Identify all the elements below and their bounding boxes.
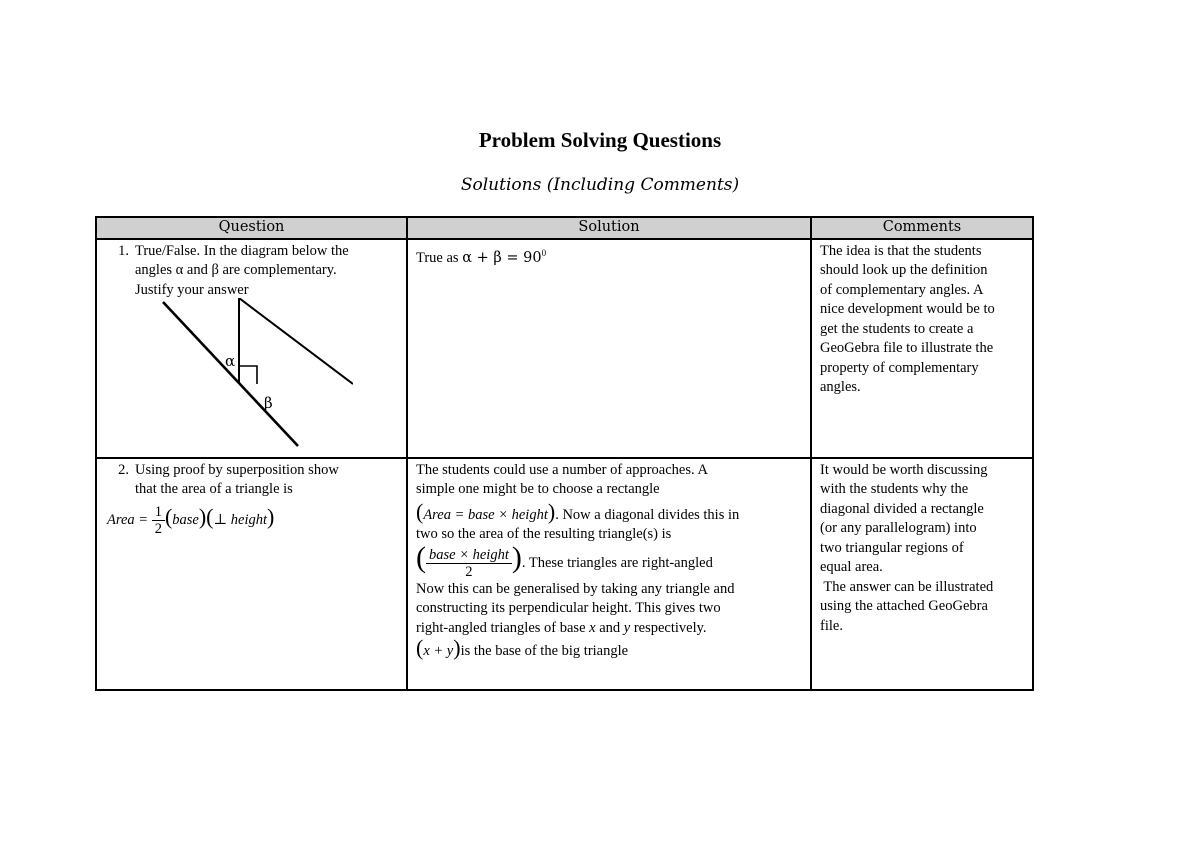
- comment-line: nice development would be to: [820, 301, 995, 317]
- formula-frac-den: 2: [154, 520, 162, 537]
- triangle-area-num: base × height: [426, 547, 512, 564]
- slanted-line: [163, 302, 298, 446]
- header-question: Question: [96, 217, 407, 239]
- solution-text: respectively.: [633, 619, 707, 636]
- header-solution: Solution: [407, 217, 811, 239]
- comment-line: property of complementary: [820, 359, 979, 376]
- solution-line: constructing its perpendicular height. This gives two: [416, 600, 721, 616]
- comment-line: The idea is that the students: [820, 242, 982, 259]
- var-x: x: [589, 619, 596, 636]
- comment-cell-2: [811, 458, 1033, 690]
- question-number: 1.: [118, 242, 129, 259]
- formula-lhs: Area =: [107, 511, 149, 528]
- solution-text: . Now a diagonal divides this in: [555, 506, 740, 523]
- question-number: 2.: [118, 461, 129, 478]
- solution-prefix: True as: [416, 249, 459, 266]
- comment-line: angles.: [820, 379, 861, 395]
- sum-expression: x + y: [423, 643, 454, 659]
- comment-line: get the students to create a: [820, 320, 974, 337]
- area-formula: Area = $\frac{1}{2}$ (base)(⊥ height): [107, 503, 275, 537]
- comment-line: The answer can be illustrated: [820, 578, 994, 595]
- triangle-diagram: [153, 298, 353, 448]
- rectangle-area-formula: Area = base × height: [423, 506, 548, 523]
- question-cell-1: [96, 239, 407, 458]
- question-cell-2: [96, 458, 407, 690]
- comment-line: diagonal divided a rectangle: [820, 500, 984, 517]
- question-line: angles α and β are complementary.: [135, 262, 337, 278]
- solution-cell-2: The students could use a number of approaches. A simple one might be to choose a rectangle (Area = base × height). Now a diagonal divides this in two so the area of the resulting triangle(s) is ( $\frac{\text{base × height}}{2}$ ). These triangles are right-angled Now this can be generalised by taking any triangle and constructing its perpendicular height. This gives two right-angled triangles of base x and y respectively. (x + y)is the base of the big triangle: [407, 458, 811, 690]
- comment-line: two triangular regions of: [820, 539, 964, 556]
- right-angle-marker: [239, 366, 257, 384]
- solution-line: two so the area of the resulting triangle(s) is: [416, 526, 672, 542]
- solutions-table: [95, 216, 1034, 691]
- comment-line: with the students why the: [820, 481, 969, 497]
- var-y: y: [623, 619, 631, 636]
- degree-sup: 0: [541, 247, 547, 258]
- solution-line: The students could use a number of approaches. A: [416, 461, 708, 478]
- question-line: Using proof by superposition show: [135, 461, 339, 478]
- solution-text: right-angled triangles of base: [416, 619, 586, 636]
- comment-line: It would be worth discussing: [820, 461, 988, 478]
- question-line: that the area of a triangle is: [135, 481, 293, 497]
- solution-cell-1: [407, 239, 811, 458]
- comment-line: using the attached GeoGebra: [820, 598, 988, 614]
- header-comments: Comments: [811, 217, 1033, 239]
- solution-text: is the base of the big triangle: [460, 643, 629, 659]
- page-subtitle: Solutions (Including Comments): [460, 175, 740, 195]
- table-header-row: [96, 217, 1033, 239]
- alpha-label: α: [225, 352, 236, 370]
- right-triangle: [239, 298, 353, 384]
- question-line: True/False. In the diagram below the: [135, 242, 349, 259]
- solution-line: Now this can be generalised by taking any triangle and: [416, 580, 735, 597]
- comment-cell-1: [811, 239, 1033, 458]
- beta-label: β: [264, 394, 273, 412]
- comment-line: file.: [820, 617, 843, 634]
- page-title: Problem Solving Questions: [478, 128, 722, 152]
- solution-text: and: [599, 619, 621, 636]
- comment-line: of complementary angles. A: [820, 281, 984, 298]
- question-line: Justify your answer: [135, 281, 249, 298]
- comment-line: equal area.: [820, 559, 883, 575]
- solution-line: simple one might be to choose a rectangle: [416, 481, 660, 497]
- formula-height: ⊥ height: [213, 511, 268, 528]
- table-row: [96, 239, 1033, 458]
- solution-text: . These triangles are right-angled: [521, 554, 713, 571]
- formula-frac-num: 1: [152, 504, 165, 521]
- comment-line: (or any parallelogram) into: [820, 520, 977, 536]
- triangle-area-den: 2: [465, 563, 473, 580]
- comment-line: GeoGebra file to illustrate the: [820, 340, 994, 356]
- formula-base: base: [172, 511, 199, 528]
- comment-line: should look up the definition: [820, 262, 988, 278]
- table-row: [96, 458, 1033, 690]
- solution-math: α + β = 90: [462, 249, 542, 266]
